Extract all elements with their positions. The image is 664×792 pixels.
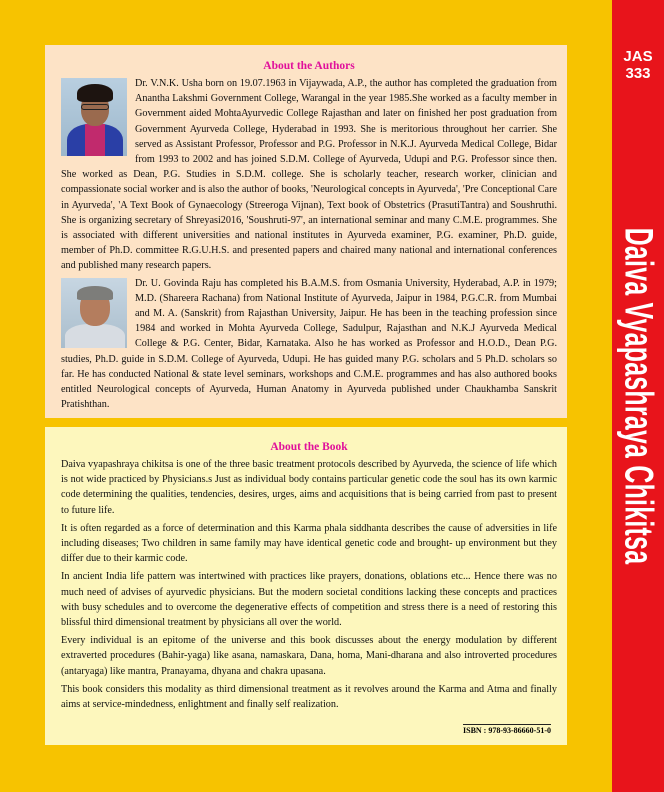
author2-photo	[61, 278, 127, 348]
spine-title	[616, 125, 661, 668]
series-number: JAS 333	[623, 48, 653, 82]
book-paragraph: It is often regarded as a force of determination and this Karma phala siddhanta describes the cause of adversities in life including diseases; Two children in same family may have identical genetic code and brought- up environment but they differ due to their karmic code.	[61, 522, 557, 565]
book-paragraph: Every individual is an epitome of the universe and this book discusses about the energy modulation by different extraverted procedures (Bahir-yaga) like asana, namaskara, Dana, homa, Mani-dharana and also introverted procedures (antaryaga) like mantra, Pranayama, dhyana and chakra upasana.	[61, 635, 557, 677]
spine-title-text: Daiva Vyapashraya Chikitsa	[616, 227, 661, 565]
book-paragraph: This book considers this modality as third dimensional treatment as it revolves around the Karma and Atma and finally aims at service-mindedness, enlightment and finally self realization.	[61, 683, 557, 711]
book-paragraph: In ancient India life pattern was intertwined with practices like prayers, donations, oblations etc... Hence there was no much need of advises of ayurvedic physicians. But the modern societal conditions lacking these concepts and practices with busy schedules and to overcome the degenerative effects of competition and stress there is a need of restoring this blissful third dimensional treatment by physicians all over the world.	[61, 571, 557, 629]
author1-photo	[61, 78, 127, 156]
about-authors-panel	[45, 45, 567, 418]
author1-bio: Dr. V.N.K. Usha born on 19.07.1963 in Vijaywada, A.P., the author has completed the graduation from Anantha Lakshmi Government College, Warangal in the year 1985.She worked as a faculty member in Government aided MohtaAyurvedic College Rajasthan and later on finished her post graduation from Government Ayurveda College, Hyderabad in 1993. She is meritorious throughout her carrier. She served as Assistant Professor, Professor and P.G. Professor in N.K.J. Ayurveda Medical College, Bidar from 1993 to 2002 and has joined S.D.M. College of Ayurveda, Udupi and P.G. Professor since then. She worked as Dean, P.G. Studies in S.D.M. college. She is scholarly teacher, research worker, clinician and compassionate social worker and is also the author of books, 'Neurological concepts in Ayurveda', 'Pre Conceptional Care in Ayurveda', 'A Text Book of Gynaecology (Streeroga Vijnan), Text book of Obstetrics (PrasutiTantra) and Soushruthi. She is organizing secretary of Shreyasi2016, 'Soushruti-97', an international seminar and many C.M.E. programmes. She is associated with different universities and national institutes in Ayurveda examiner, P.G. examiner, Ph.D. guide, member of Ph.D. committee R.G.U.H.S. and presented papers and chaired many national and international conferences and published many research papers.	[61, 78, 557, 272]
isbn: ISBN : 978-93-86660-51-0	[463, 726, 551, 735]
about-book-heading: About the Book	[270, 441, 348, 453]
author2-bio: Dr. U. Govinda Raju has completed his B.A.M.S. from Osmania University, Hyderabad, A.P. in 1979; M.D. (Shareera Rachana) from National Institute of Ayurveda, Jaipur in 1984, P.G.C.R. from Mumbai and M. A. (Sanskrit) from Rajasthan University, Jaipur. He has been in the teaching profession since 1984 and worked in Mohta Ayurveda College, Sadulpur, Rajasthan and N.K.J Ayurveda Medical College & P.G. Center, Bidar, Karnataka. Also he has worked as Professor and H.O.D., Dean P.G. studies, Ph.D. guide in S.D.M. College of Ayurveda, Udupi. He has guided many P.G. scholars and 5 Ph.D. scholars so far. He has conducted National & state level seminars, workshops and C.M.E. programmes and has also authored books entitled Neurological concepts of Ayurveda, Human Anatomy in Ayurveda published under Chaukhamba Sanskrit Pratishthan.	[61, 277, 557, 411]
about-book-panel	[45, 427, 567, 745]
book-paragraph: Daiva vyapashraya chikitsa is one of the three basic treatment protocols described by Ayurveda, the science of life which is not wide practiced by Physicians.s Just as individual body contains particular genetic code the soul has its own karmic code determining the qualities, tendencies, desires, urges, aims and acquisitions that is being carried from past to present to future life.	[61, 459, 557, 516]
about-authors-heading: About the Authors	[263, 60, 355, 72]
